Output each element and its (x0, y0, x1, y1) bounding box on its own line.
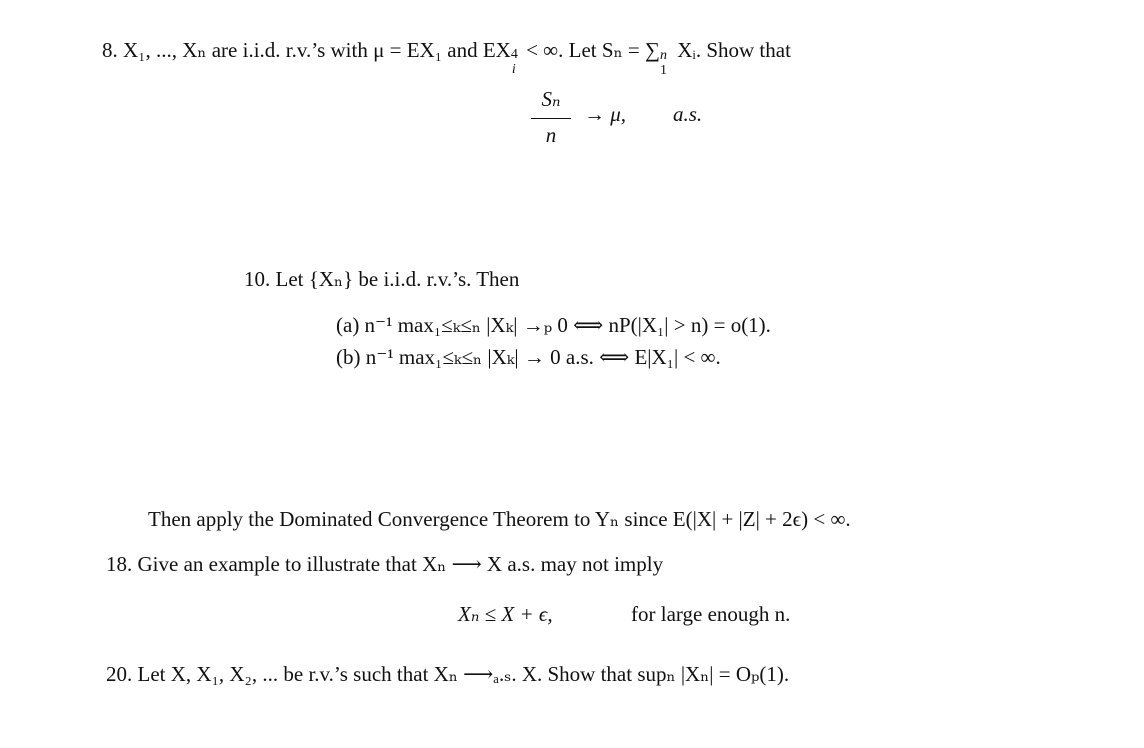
problem-8-sum-lower: 1 (659, 63, 667, 78)
problem-20-statement (106, 664, 789, 685)
problem-10-number: 10. (244, 267, 271, 291)
problem-10-part-a: (a) n⁻¹ max₁≤ₖ≤ₙ |Xₖ| →ₚ 0 ⟺ nP(|X₁| > n) = o(1). (336, 313, 771, 337)
problem-8-fraction (531, 87, 571, 148)
problem-18-condition: for large enough n. (631, 602, 791, 626)
problem-10-intro (244, 269, 519, 290)
problem-8-as: a.s. (673, 102, 703, 126)
problem-8-sub: i (511, 62, 516, 77)
fraction-bar (531, 118, 571, 119)
dominated-convergence-line: Then apply the Dominated Convergence Theorem to Yₙ since E(|X| + |Z| + 2ϵ) < ∞. (148, 507, 851, 531)
problem-18-number: 18. (106, 552, 133, 576)
problem-10-part-b: (b) n⁻¹ max₁≤ₖ≤ₙ |Xₖ| → 0 a.s. ⟺ E|X₁| < ∞. (336, 345, 721, 369)
problem-10-intro-text: Let {Xₙ} be i.i.d. r.v.’s. Then (275, 267, 520, 291)
problem-8-statement (102, 38, 791, 78)
problem-8-frac-num: Sₙ (541, 87, 561, 111)
problem-18-inequality: Xₙ ≤ X + ϵ, (458, 602, 553, 626)
problem-20-text: Let X, X₁, X₂, ... be r.v.’s such that Xₙ ⟶ₐ.ₛ. X. Show that supₙ |Xₙ| = Oₚ(1). (137, 662, 790, 686)
problem-8-sup: 4 (510, 47, 518, 62)
problem-18-statement (106, 554, 663, 575)
problem-8-text-end: Xᵢ. Show that (677, 38, 791, 62)
problem-8-frac-den: n (545, 123, 557, 147)
problem-8-number: 8. (102, 38, 118, 62)
problem-20-number: 20. (106, 662, 133, 686)
problem-8-convergence: → μ, (584, 102, 627, 126)
problem-8-text-suffix: < ∞. Let Sₙ = ∑ (526, 38, 660, 62)
problem-8-sum-upper: n (659, 48, 667, 63)
problem-18-text: Give an example to illustrate that Xₙ ⟶ X a.s. may not imply (137, 552, 664, 576)
problem-8-text-prefix: X₁, ..., Xₙ are i.i.d. r.v.’s with μ = EX₁ and EX (123, 38, 511, 62)
